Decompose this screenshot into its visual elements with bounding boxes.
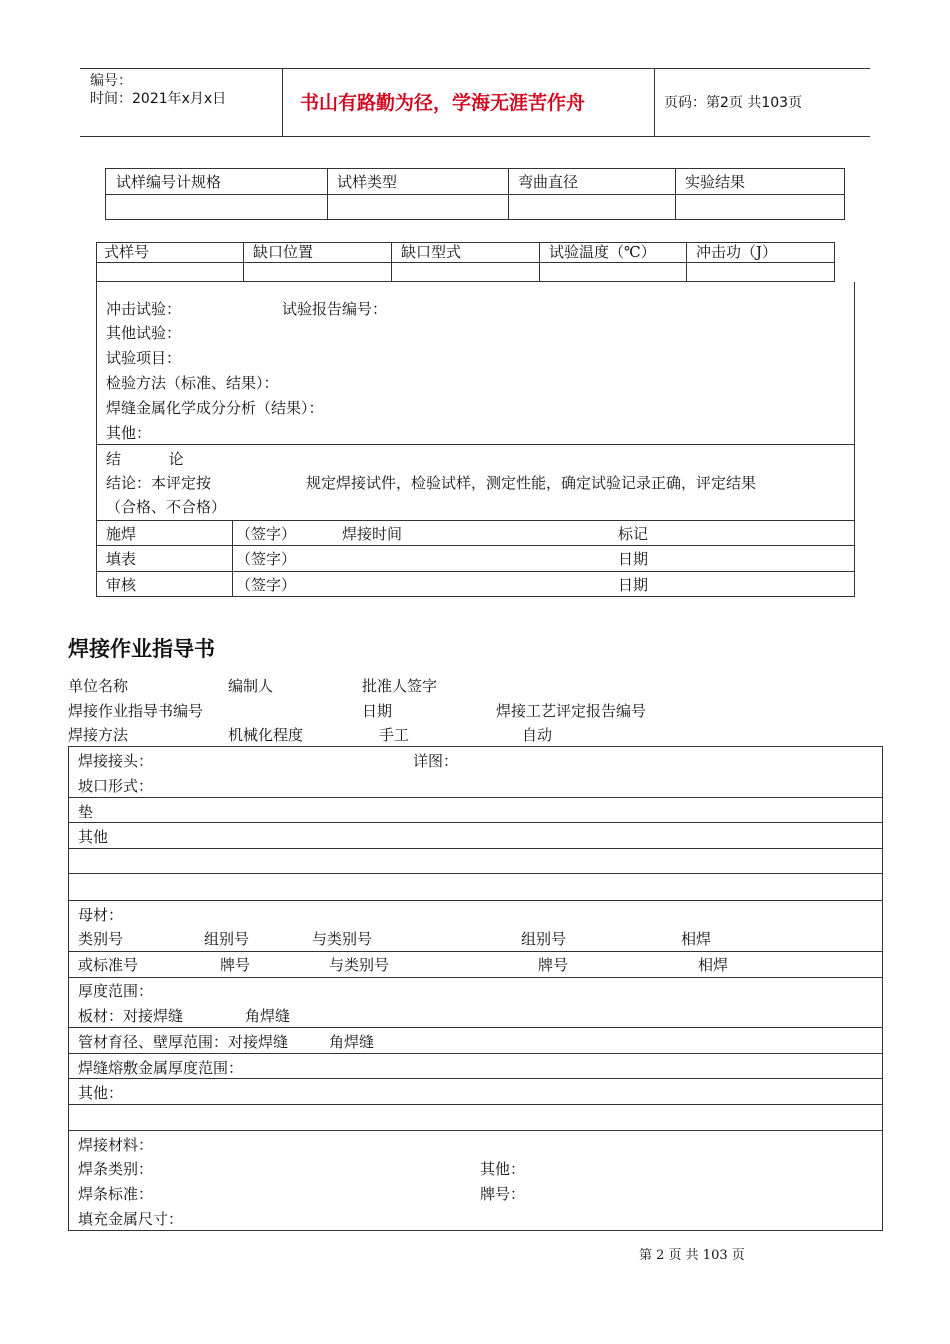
impact-header-2: 缺口位置 — [253, 243, 314, 261]
impact-header-1: 式样号 — [104, 243, 150, 261]
base-metal-label: 母材： — [78, 906, 124, 924]
approver-label: 批准人签字 — [362, 677, 438, 695]
specimen-col-rule — [508, 168, 509, 220]
mechanization-label: 机械化程度 — [228, 726, 304, 744]
wps-row-rule — [68, 848, 883, 849]
wps-row-rule — [68, 900, 883, 901]
detail-label: 详图： — [413, 752, 459, 770]
weld-time-label: 焊接时间 — [342, 525, 403, 543]
editor-label: 编制人 — [228, 677, 274, 695]
conclusion-line-b: 规定焊接试件，检验试样，测定性能，确定试验记录正确，评定结果 — [306, 474, 757, 492]
wps-row-rule — [68, 1130, 883, 1131]
conclusion-title: 结 论 — [106, 450, 184, 468]
wps-row-rule — [68, 951, 883, 952]
thickness-label: 厚度范围： — [78, 982, 154, 1000]
impact-header-4: 试验温度（℃） — [549, 243, 656, 261]
wps-number-label: 焊接作业指导书编号 — [68, 702, 204, 720]
pqr-number-label: 焊接工艺评定报告编号 — [496, 702, 647, 720]
report-number-label: 试验报告编号： — [282, 300, 388, 318]
conclusion-line-a: 结论：本评定按 — [106, 474, 212, 492]
other-test-label: 其他试验： — [106, 324, 182, 342]
with-category-label-2: 与类别号 — [329, 956, 390, 974]
specimen-col-rule — [327, 168, 328, 220]
sign-col-rule — [232, 520, 233, 596]
plate-butt-label: 板材：对接焊缝 — [78, 1007, 184, 1025]
manual-label: 手工 — [379, 726, 410, 744]
group-label-2: 组别号 — [521, 930, 567, 948]
frame-left-rule — [96, 282, 97, 597]
tests-other-label: 其他： — [106, 424, 152, 442]
impact-table-row-rule — [96, 262, 835, 263]
impact-header-3: 缺口型式 — [401, 243, 462, 261]
specimen-col-rule — [675, 168, 676, 220]
unit-name-label: 单位名称 — [68, 677, 129, 695]
category-label: 类别号 — [78, 930, 124, 948]
rod-category-label: 焊条类别： — [78, 1160, 154, 1178]
brand-label: 牌号 — [220, 956, 251, 974]
auto-label: 自动 — [522, 726, 553, 744]
plate-fillet-label: 角焊缝 — [245, 1007, 291, 1025]
weld-with-label: 相焊 — [681, 930, 712, 948]
impact-test-label: 冲击试验： — [106, 300, 182, 318]
deposit-label: 焊缝熔敷金属厚度范围： — [78, 1059, 244, 1077]
wps-row-rule — [68, 1027, 883, 1028]
wps-row-rule — [68, 1078, 883, 1079]
other-label-2: 其他： — [78, 1084, 124, 1102]
brand-label-3: 牌号： — [480, 1185, 526, 1203]
wps-title: 焊接作业指导书 — [68, 637, 215, 661]
impact-header-5: 冲击功（J） — [696, 243, 778, 261]
rod-standard-label: 焊条标准： — [78, 1185, 154, 1203]
wps-row-rule — [68, 1104, 883, 1105]
frame-right-rule — [854, 282, 855, 597]
weld-material-label: 焊接材料： — [78, 1136, 154, 1154]
filler-size-label: 填充金属尺寸： — [78, 1210, 184, 1228]
sign-field-2: （签字） — [236, 550, 297, 568]
specimen-header-1: 试样编号计规格 — [116, 173, 222, 191]
sign-field-3: （签字） — [236, 576, 297, 594]
sign-role-2: 填表 — [106, 550, 137, 568]
page-footer: 第 2 页 共 103 页 — [639, 1248, 745, 1263]
sign-role-1: 施焊 — [106, 525, 137, 543]
pad-label: 垫 — [78, 803, 94, 821]
impact-col-rule — [391, 242, 392, 282]
specimen-header-3: 弯曲直径 — [518, 173, 579, 191]
header-motto: 书山有路勤为径，学海无涯苦作舟 — [300, 92, 586, 114]
header-time: 时间：2021年x月x日 — [90, 91, 227, 107]
brand-label-2: 牌号 — [538, 956, 569, 974]
header-number: 编号： — [90, 73, 132, 89]
method-label: 检验方法（标准、结果）： — [106, 374, 279, 392]
date-label-2: 日期 — [618, 550, 649, 568]
wps-row-rule — [68, 797, 883, 798]
chem-label: 焊缝金属化学成分分析（结果）： — [106, 399, 324, 417]
specimen-header-4: 实验结果 — [685, 173, 746, 191]
with-category-label: 与类别号 — [312, 930, 373, 948]
sign-role-3: 审核 — [106, 576, 137, 594]
sign-rule — [96, 596, 855, 597]
sign-rule — [96, 571, 855, 572]
weld-with-label-2: 相焊 — [698, 956, 729, 974]
other-label-1: 其他 — [78, 828, 109, 846]
weld-method-label: 焊接方法 — [68, 726, 129, 744]
sign-field-1: （签字） — [236, 525, 297, 543]
test-items-label: 试验项目： — [106, 349, 182, 367]
conclusion-top-rule — [96, 444, 855, 445]
header-bottom-rule — [80, 136, 870, 137]
wps-row-rule — [68, 1053, 883, 1054]
joint-label: 焊接接头： — [78, 752, 154, 770]
standard-label: 或标准号 — [78, 956, 139, 974]
pipe-fillet-label: 角焊缝 — [329, 1033, 375, 1051]
wps-table — [68, 746, 883, 1231]
impact-col-rule — [243, 242, 244, 282]
header-divider-1 — [282, 68, 283, 136]
mark-label: 标记 — [618, 525, 649, 543]
date-label-3: 日期 — [618, 576, 649, 594]
sign-rule — [96, 545, 855, 546]
wps-row-rule — [68, 977, 883, 978]
pipe-range-label: 管材育径、壁厚范围：对接焊缝 — [78, 1033, 289, 1051]
other-label-3: 其他： — [480, 1160, 526, 1178]
conclusion-result: （合格、不合格） — [106, 498, 227, 516]
wps-row-rule — [68, 873, 883, 874]
header-top-rule — [80, 68, 870, 69]
sign-rule — [96, 520, 855, 521]
wps-row-rule — [68, 822, 883, 823]
wps-date-label: 日期 — [362, 702, 393, 720]
header-divider-2 — [654, 68, 655, 136]
impact-col-rule — [539, 242, 540, 282]
header-page: 页码：第2页 共103页 — [664, 95, 803, 111]
specimen-table-row-rule — [105, 194, 845, 195]
specimen-header-2: 试样类型 — [337, 173, 398, 191]
groove-label: 坡口形式： — [78, 777, 154, 795]
group-label: 组别号 — [204, 930, 250, 948]
impact-col-rule — [686, 242, 687, 282]
